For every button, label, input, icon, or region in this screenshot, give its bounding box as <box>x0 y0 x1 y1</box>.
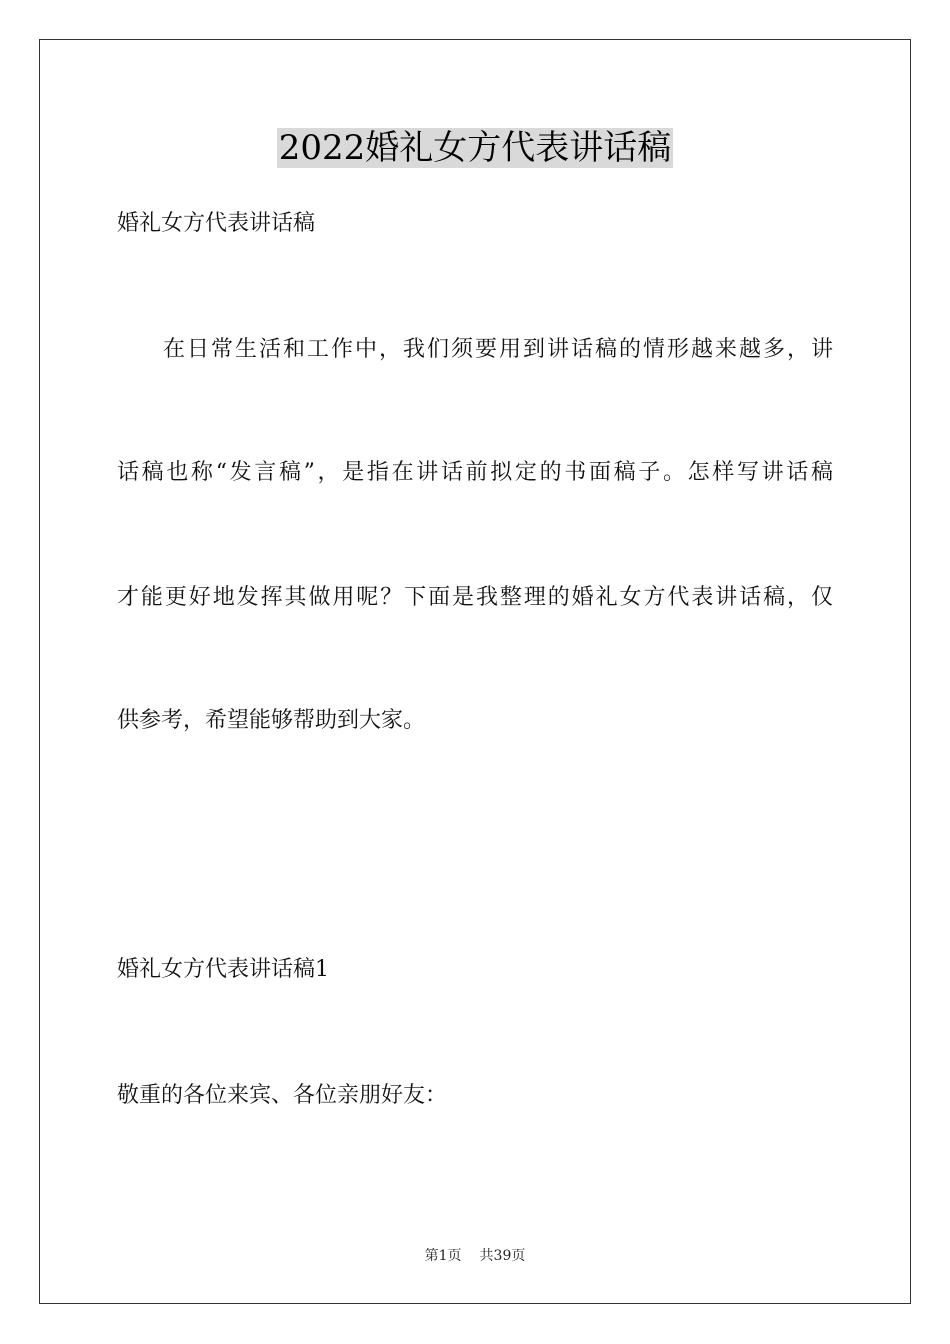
intro-line-1: 在日常生活和工作中，我们须要用到讲话稿的情形越来越多，讲 <box>161 337 833 362</box>
section-heading: 婚礼女方代表讲话稿1 <box>117 957 329 982</box>
intro-line-3: 才能更好地发挥其做用呢？下面是我整理的婚礼女方代表讲话稿，仅 <box>117 585 833 610</box>
page-footer <box>0 1247 950 1265</box>
title-container <box>0 128 950 168</box>
intro-line-2: 话稿也称“发言稿”，是指在讲话前拟定的书面稿子。怎样写讲话稿 <box>117 460 833 485</box>
document-title: 2022婚礼女方代表讲话稿 <box>278 128 672 168</box>
intro-line-4: 供参考，希望能够帮助到大家。 <box>117 708 426 733</box>
salutation: 敬重的各位来宾、各位亲朋好友： <box>117 1083 448 1108</box>
document-subtitle: 婚礼女方代表讲话稿 <box>117 211 316 236</box>
page-number-total: 共39页 <box>479 1248 526 1264</box>
page-number-current: 第1页 <box>424 1248 462 1264</box>
